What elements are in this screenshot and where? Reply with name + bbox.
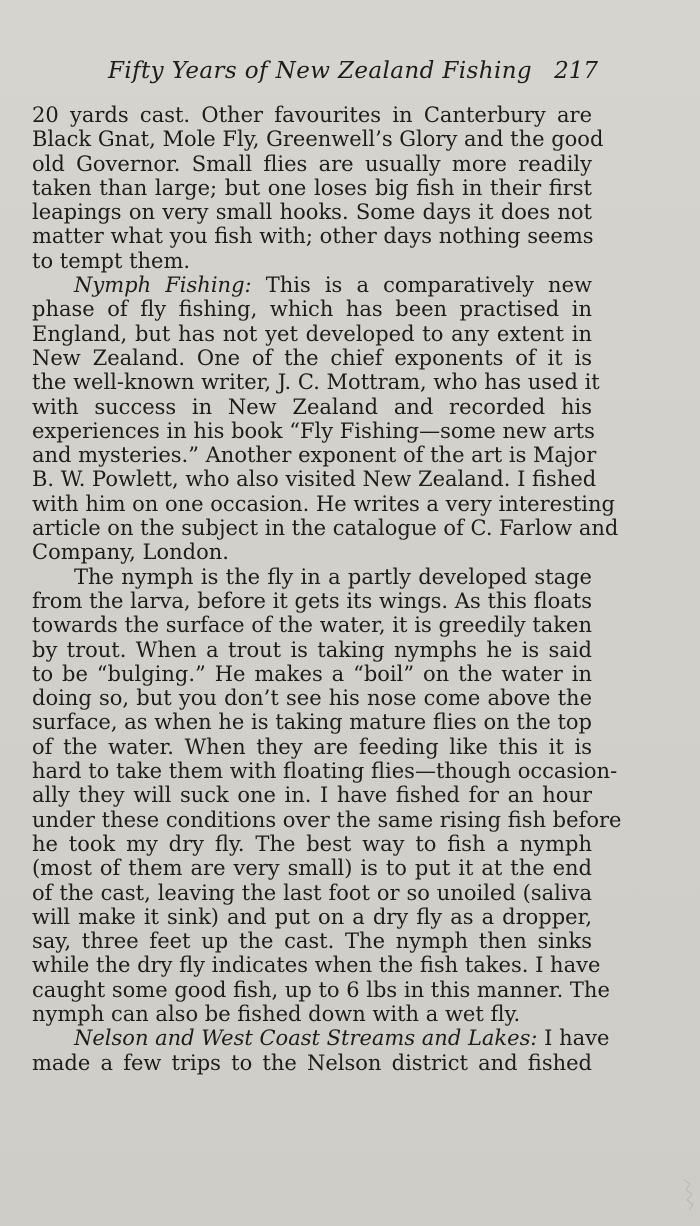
text-line: taken than large; but one loses big fish in their first <box>32 175 592 200</box>
text-line: will make it sink) and put on a dry fly as a dropper, <box>32 904 592 929</box>
text-line: surface, as when he is taking mature flies on the top <box>32 710 592 735</box>
text-line: England, but has not yet developed to any extent in <box>32 321 592 346</box>
text-line: Black Gnat, Mole Fly, Greenwell’s Glory and the good <box>32 127 604 152</box>
text-line: B. W. Powlett, who also visited New Zealand. I fished <box>32 467 597 492</box>
text-line: Nymph Fishing: This is a comparatively new <box>74 273 592 298</box>
text-line: to be “bulging.” He makes a “boil” on the water in <box>32 661 592 686</box>
text-line: from the larva, before it gets its wings. As this floats <box>32 588 592 613</box>
text-line: old Governor. Small flies are usually more readily <box>32 151 592 176</box>
running-title: Fifty Years of New Zealand Fishing <box>108 58 533 84</box>
text-line: nymph can also be fished down with a wet fly. <box>32 1001 521 1026</box>
text-line: leapings on very small hooks. Some days it does not <box>32 200 592 225</box>
body-text <box>32 103 622 1075</box>
section-lead: Nelson and West Coast Streams and Lakes: <box>74 1026 538 1051</box>
page-number: 217 <box>554 58 598 84</box>
text-line: Company, London. <box>32 540 229 565</box>
text-line: and mysteries.” Another exponent of the art is Major <box>32 443 597 468</box>
text-line: with him on one occasion. He writes a very interesting <box>32 491 615 516</box>
text-line: by trout. When a trout is taking nymphs he is said <box>32 637 592 662</box>
text-line: while the dry fly indicates when the fish takes. I have <box>32 953 601 978</box>
text-line: under these conditions over the same rising fish before <box>32 807 622 832</box>
text-line: 20 yards cast. Other favourites in Canterbury are <box>32 103 592 127</box>
text-line: New Zealand. One of the chief exponents of it is <box>32 345 592 370</box>
text-line: hard to take them with floating flies—though occasion- <box>32 759 618 784</box>
text-line: of the water. When they are feeding like this it is <box>32 734 592 759</box>
text-line: made a few trips to the Nelson district and fished <box>32 1050 592 1075</box>
section-lead: Nymph Fishing: <box>74 273 252 298</box>
text-line: caught some good fish, up to 6 lbs in this manner. The <box>32 977 610 1002</box>
text-line: with success in New Zealand and recorded his <box>32 394 592 419</box>
text-line: (most of them are very small) is to put it at the end <box>32 856 592 881</box>
text-line: to tempt them. <box>32 248 191 273</box>
text-line: Nelson and West Coast Streams and Lakes: I have <box>74 1026 610 1051</box>
text-line: article on the subject in the catalogue of C. Farlow and <box>32 516 619 541</box>
text-line: phase of fly fishing, which has been practised in <box>32 297 592 322</box>
text-line: of the cast, leaving the last foot or so unoiled (saliva <box>32 880 592 905</box>
text-line: doing so, but you don’t see his nose come above the <box>32 686 592 711</box>
text-line: the well-known writer, J. C. Mottram, who has used it <box>32 370 600 395</box>
page-header <box>108 58 598 88</box>
text-line: he took my dry fly. The best way to fish a nymph <box>32 831 592 856</box>
text-line: towards the surface of the water, it is greedily taken <box>32 613 592 638</box>
text-line: matter what you fish with; other days nothing seems <box>32 224 594 249</box>
text-line: ally they will suck one in. I have fished for an hour <box>32 783 592 808</box>
text-line: say, three feet up the cast. The nymph then sinks <box>32 929 592 954</box>
page-edge-mark <box>680 1178 698 1212</box>
text-line: The nymph is the fly in a partly developed stage <box>74 564 592 589</box>
text-line: experiences in his book “Fly Fishing—some new arts <box>32 418 595 443</box>
